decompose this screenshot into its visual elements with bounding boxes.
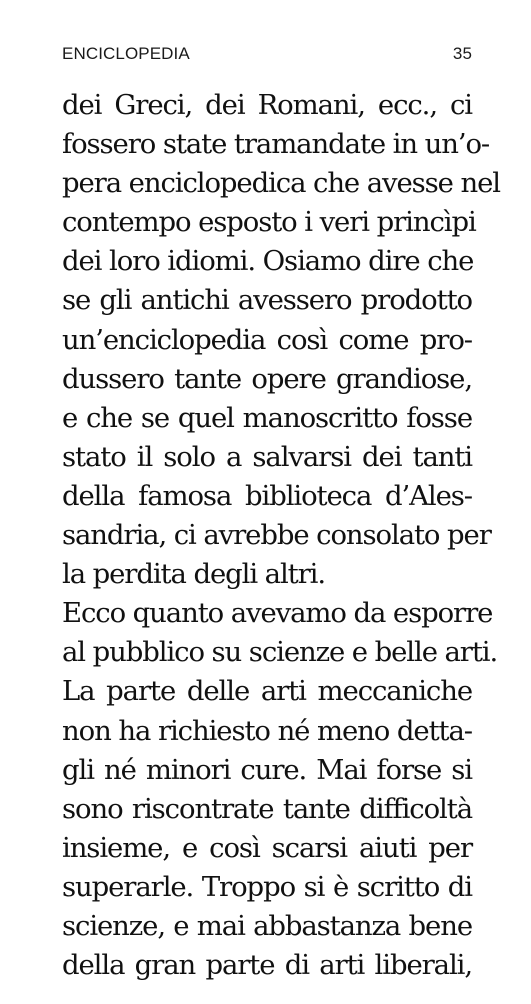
paragraph-last-line: la perdita degli altri. bbox=[62, 558, 325, 591]
text-line: sandria, ci avrebbe consolato per bbox=[62, 519, 491, 552]
text-line: stato il solo a salvarsi dei tanti bbox=[62, 440, 472, 473]
section-title: ENCICLOPEDIA bbox=[62, 44, 190, 63]
text-line: e che se quel manoscritto fosse bbox=[62, 401, 472, 434]
text-line: sono riscontrate tante difficoltà bbox=[62, 792, 472, 825]
text-line: superarle. Troppo si è scritto di bbox=[62, 870, 472, 903]
text-line: pera enciclopedica che avesse nel bbox=[62, 167, 500, 200]
text-line: non ha richiesto né meno detta- bbox=[62, 714, 472, 747]
text-line: della famosa biblioteca d’Ales- bbox=[62, 479, 472, 512]
text-line: se gli antichi avessero prodotto bbox=[62, 284, 472, 317]
text-line: della gran parte di arti liberali, bbox=[62, 949, 472, 982]
text-line: Ecco quanto avevamo da esporre bbox=[62, 597, 493, 630]
text-line: gli né minori cure. Mai forse si bbox=[62, 753, 472, 786]
text-line: scienze, e mai abbastanza bene bbox=[62, 909, 472, 942]
text-line: un’enciclopedia così come pro- bbox=[62, 323, 472, 356]
text-line: La parte delle arti meccaniche bbox=[62, 675, 472, 708]
text-line: fossero state tramandate in un’o- bbox=[62, 128, 490, 161]
text-line: contempo esposto i veri princìpi bbox=[62, 206, 476, 239]
text-line: dei loro idiomi. Osiamo dire che bbox=[62, 245, 474, 278]
page-number: 35 bbox=[452, 44, 472, 63]
body-text bbox=[62, 86, 500, 985]
text-line: al pubblico su scienze e belle arti. bbox=[62, 636, 498, 669]
running-head bbox=[62, 43, 472, 65]
text-line: dussero tante opere grandiose, bbox=[62, 362, 472, 395]
text-line: insieme, e così scarsi aiuti per bbox=[62, 831, 472, 864]
text-line: dei Greci, dei Romani, ecc., ci bbox=[62, 89, 472, 121]
